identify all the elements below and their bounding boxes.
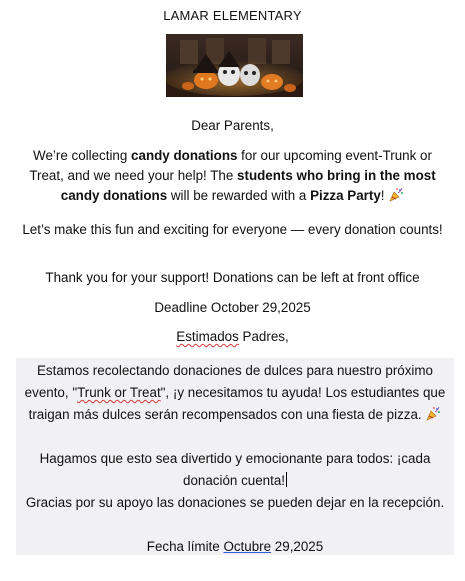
spanish-paragraph-1 xyxy=(18,360,452,426)
text-run: Fecha límite xyxy=(146,539,224,554)
misspelled-phrase: Trunk or Treat xyxy=(77,385,161,400)
text-run: ", ¡y necesitamos tu ayuda! Los estudiantes que traigan más dulces serán recompensados con una fiesta de pizza. xyxy=(28,385,446,422)
party-popper-icon xyxy=(388,187,404,203)
english-paragraph-1 xyxy=(18,146,447,206)
halloween-pumpkins-image xyxy=(166,34,303,97)
text-run: We’re collecting xyxy=(33,148,132,163)
spanish-greeting xyxy=(18,327,447,347)
spanish-paragraph-3: Gracias por su apoyo las donaciones se pueden dejar en la recepción. xyxy=(25,495,445,510)
bold-run: Pizza Party xyxy=(310,188,381,203)
bold-run: candy donations xyxy=(131,148,238,163)
text-cursor xyxy=(286,472,287,487)
bold-run: students who bring in the most candy donations xyxy=(60,168,436,203)
text-run: will be rewarded with a xyxy=(167,188,311,203)
spanish-paragraph-2 xyxy=(18,448,452,492)
misspelled-word: Estimados xyxy=(176,329,239,344)
english-paragraph-3: Thank you for your support! Donations can be left at front office xyxy=(45,270,420,285)
party-popper-icon xyxy=(425,406,441,422)
spanish-deadline xyxy=(18,536,452,558)
text-run: for our upcoming event-Trunk or Treat, and we need your help! The xyxy=(29,148,432,183)
text-run: ! xyxy=(380,188,385,203)
grammar-flagged-word: Octubre xyxy=(223,539,272,554)
english-paragraph-2: Let’s make this fun and exciting for everyone — every donation counts! xyxy=(22,222,443,237)
text-run: Padres, xyxy=(238,329,289,344)
text-run: Estamos recolectando donaciones de dulces para nuestro próximo evento, " xyxy=(24,363,433,400)
english-greeting: Dear Parents, xyxy=(191,118,274,133)
school-name: LAMAR ELEMENTARY xyxy=(163,8,302,23)
text-run: 29,2025 xyxy=(271,539,324,554)
text-run: Hagamos que esto sea divertido y emocionante para todos: ¡cada donación cuenta! xyxy=(39,451,431,488)
halloween-banner-image xyxy=(166,34,303,97)
english-deadline: Deadline October 29,2025 xyxy=(154,300,311,315)
